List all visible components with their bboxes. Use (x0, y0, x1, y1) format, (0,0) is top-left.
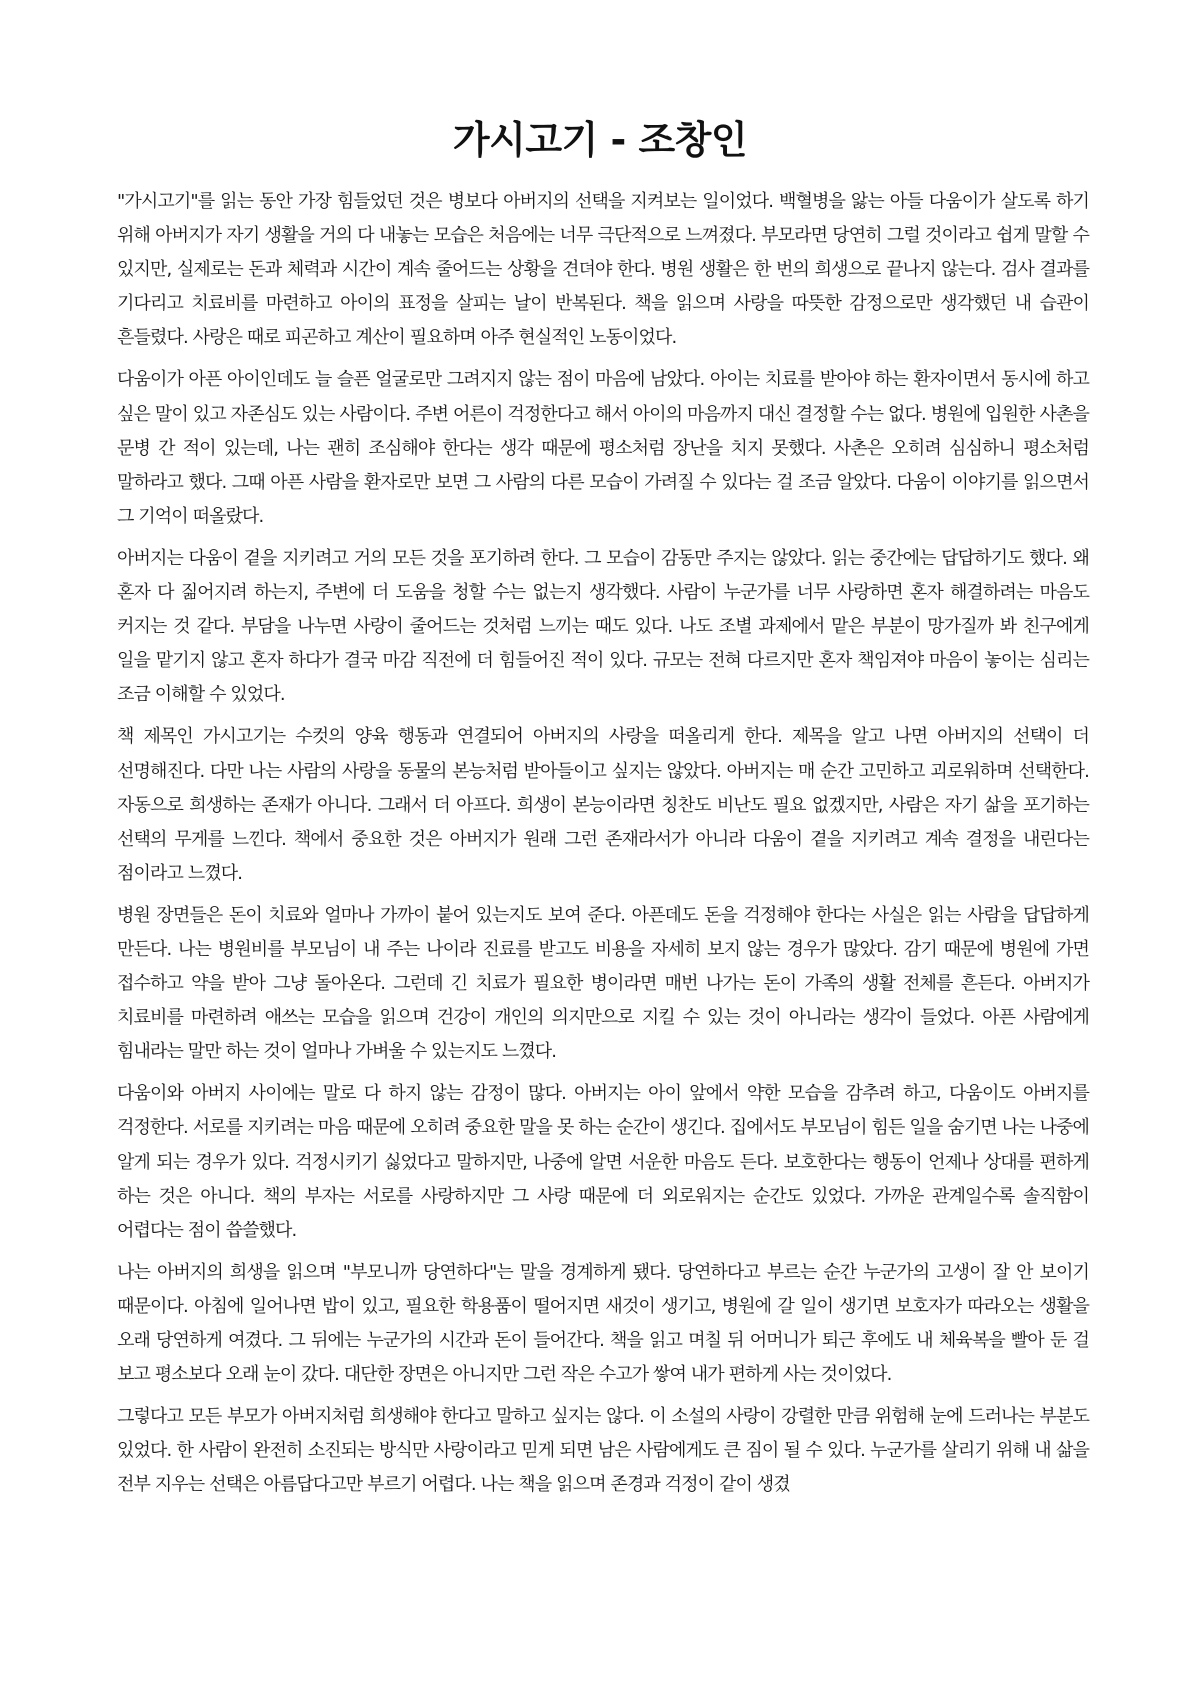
document-title: 가시고기 - 조창인 (452, 118, 748, 162)
document-body (117, 185, 1089, 1510)
paragraph-4: 책 제목인 가시고기는 수컷의 양육 행동과 연결되어 아버지의 사랑을 떠올리게 한다. 제목을 알고 나면 아버지의 선택이 더 선명해진다. 다만 나는 사람의 사랑을 동물의 본능처럼 받아들이고 싶지는 않았다. 아버지는 매 순간 고민하고 괴로워하며 선택한다. 자동으로 희생하는 존재가 아니다. 그래서 더 아프다. 희생이 본능이라면 칭찬도 비난도 필요 없겠지만, 사람은 자기 삶을 포기하는 선택의 무게를 느낀다. 책에서 중요한 것은 아버지가 원래 그런 존재라서가 아니라 다움이 곁을 지키려고 계속 결정을 내린다는 점이라고 느꼈다. (117, 726, 1089, 884)
paragraph-8: 그렇다고 모든 부모가 아버지처럼 희생해야 한다고 말하고 싶지는 않다. 이 소설의 사랑이 강렬한 만큼 위험해 눈에 드러나는 부분도 있었다. 한 사람이 완전히 소진되는 방식만 사랑이라고 믿게 되면 남은 사람에게도 큰 짐이 될 수 있다. 누군가를 살리기 위해 내 삶을 전부 지우는 선택은 아름답다고만 부르기 어렵다. 나는 책을 읽으며 존경과 걱정이 같이 생겼 (117, 1406, 1089, 1496)
paragraph-2: 다움이가 아픈 아이인데도 늘 슬픈 얼굴로만 그려지지 않는 점이 마음에 남았다. 아이는 치료를 받아야 하는 환자이면서 동시에 하고 싶은 말이 있고 자존심도 있는 사람이다. 주변 어른이 걱정한다고 해서 아이의 마음까지 대신 결정할 수는 없다. 병원에 입원한 사촌을 문병 간 적이 있는데, 나는 괜히 조심해야 한다는 생각 때문에 평소처럼 장난을 치지 못했다. 사촌은 오히려 심심하니 평소처럼 말하라고 했다. 그때 아픈 사람을 환자로만 보면 그 사람의 다른 모습이 가려질 수 있다는 걸 조금 알았다. 다움이 이야기를 읽으면서 그 기억이 떠올랐다. (117, 369, 1089, 527)
paragraph-1: "가시고기"를 읽는 동안 가장 힘들었던 것은 병보다 아버지의 선택을 지켜보는 일이었다. 백혈병을 앓는 아들 다움이가 살도록 하기 위해 아버지가 자기 생활을 거의 다 내놓는 모습은 처음에는 너무 극단적으로 느껴졌다. 부모라면 당연히 그럴 것이라고 쉽게 말할 수 있지만, 실제로는 돈과 체력과 시간이 계속 줄어드는 상황을 견뎌야 한다. 병원 생활은 한 번의 희생으로 끝나지 않는다. 검사 결과를 기다리고 치료비를 마련하고 아이의 표정을 살피는 날이 반복된다. 책을 읽으며 사랑을 따뜻한 감정으로만 생각했던 내 습관이 흔들렸다. 사랑은 때로 피곤하고 계산이 필요하며 아주 현실적인 노동이었다. (117, 191, 1089, 349)
paragraph-6: 다움이와 아버지 사이에는 말로 다 하지 않는 감정이 많다. 아버지는 아이 앞에서 약한 모습을 감추려 하고, 다움이도 아버지를 걱정한다. 서로를 지키려는 마음 때문에 오히려 중요한 말을 못 하는 순간이 생긴다. 집에서도 부모님이 힘든 일을 숨기면 나는 나중에 알게 되는 경우가 있다. 걱정시키기 싫었다고 말하지만, 나중에 알면 서운한 마음도 든다. 보호한다는 행동이 언제나 상대를 편하게 하는 것은 아니다. 책의 부자는 서로를 사랑하지만 그 사랑 때문에 더 외로워지는 순간도 있었다. 가까운 관계일수록 솔직함이 어렵다는 점이 씁쓸했다. (117, 1083, 1089, 1241)
paragraph-5: 병원 장면들은 돈이 치료와 얼마나 가까이 붙어 있는지도 보여 준다. 아픈데도 돈을 걱정해야 한다는 사실은 읽는 사람을 답답하게 만든다. 나는 병원비를 부모님이 내 주는 나이라 진료를 받고도 비용을 자세히 보지 않는 경우가 많았다. 감기 때문에 병원에 가면 접수하고 약을 받아 그냥 돌아온다. 그런데 긴 치료가 필요한 병이라면 매번 나가는 돈이 가족의 생활 전체를 흔든다. 아버지가 치료비를 마련하려 애쓰는 모습을 읽으며 건강이 개인의 의지만으로 지킬 수 있는 것이 아니라는 생각이 들었다. 아픈 사람에게 힘내라는 말만 하는 것이 얼마나 가벼울 수 있는지도 느꼈다. (117, 904, 1089, 1063)
paragraph-3: 아버지는 다움이 곁을 지키려고 거의 모든 것을 포기하려 한다. 그 모습이 감동만 주지는 않았다. 읽는 중간에는 답답하기도 했다. 왜 혼자 다 짊어지려 하는지, 주변에 더 도움을 청할 수는 없는지 생각했다. 사람이 누군가를 너무 사랑하면 혼자 해결하려는 마음도 커지는 것 같다. 부담을 나누면 사랑이 줄어드는 것처럼 느끼는 때도 있다. 나도 조별 과제에서 맡은 부분이 망가질까 봐 친구에게 일을 맡기지 않고 혼자 하다가 결국 마감 직전에 더 힘들어진 적이 있다. 규모는 전혀 다르지만 혼자 책임져야 마음이 놓이는 심리는 조금 이해할 수 있었다. (117, 547, 1089, 706)
paragraph-7: 나는 아버지의 희생을 읽으며 "부모니까 당연하다"는 말을 경계하게 됐다. 당연하다고 부르는 순간 누군가의 고생이 잘 안 보이기 때문이다. 아침에 일어나면 밥이 있고, 필요한 학용품이 떨어지면 새것이 생기고, 병원에 갈 일이 생기면 보호자가 따라오는 생활을 오래 당연하게 여겼다. 그 뒤에는 누군가의 시간과 돈이 들어간다. 책을 읽고 며칠 뒤 어머니가 퇴근 후에도 내 체육복을 빨아 둔 걸 보고 평소보다 오래 눈이 갔다. 대단한 장면은 아니지만 그런 작은 수고가 쌓여 내가 편하게 사는 것이었다. (117, 1261, 1089, 1386)
